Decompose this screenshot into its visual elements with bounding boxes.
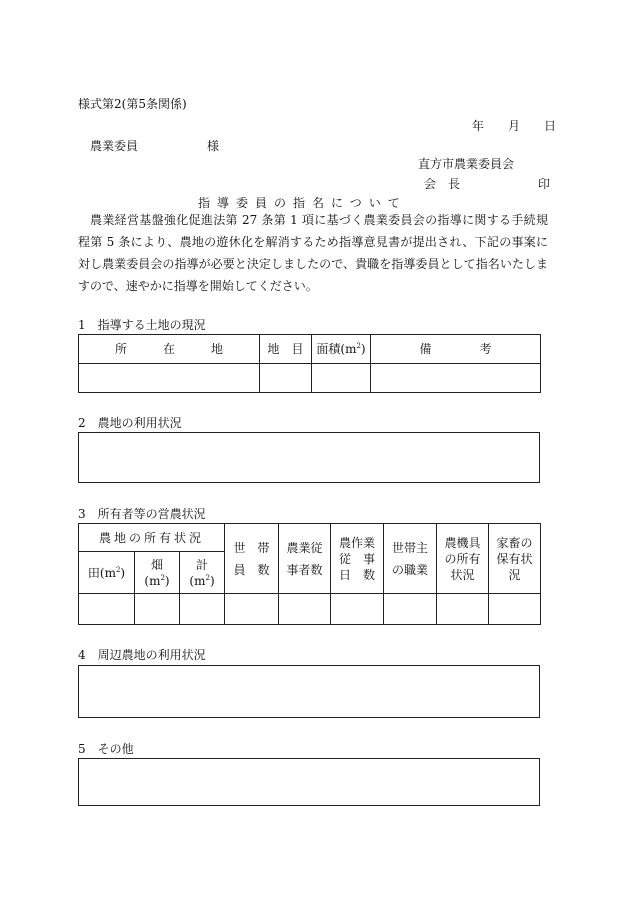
input-head-occupation[interactable] <box>384 594 437 625</box>
input-land-category[interactable] <box>260 364 312 393</box>
col-machinery: 農機具 の所有 状況 <box>437 524 489 594</box>
other-box[interactable] <box>78 758 540 806</box>
input-machinery[interactable] <box>437 594 489 625</box>
section5-heading: 5 その他 <box>78 742 134 756</box>
input-location[interactable] <box>79 364 260 393</box>
col-area: 面積$(m^2)$ <box>312 335 371 364</box>
document-title: 指導委員の指名について <box>198 196 407 210</box>
col-field: 畑 $(m^2)$ <box>135 552 180 594</box>
input-workdays[interactable] <box>331 594 384 625</box>
col-household: 世 帯 員 数 <box>225 524 279 594</box>
col-head-occupation: 世帯主 の職業 <box>384 524 437 594</box>
section1-heading: 1 指導する土地の現況 <box>78 318 206 332</box>
form-code: 様式第2(第5条関係) <box>78 97 187 111</box>
input-paddy[interactable] <box>79 594 135 625</box>
input-household[interactable] <box>225 594 279 625</box>
addressee-prefix: 農業委員 <box>90 139 139 153</box>
input-total[interactable] <box>180 594 225 625</box>
col-total: 計 $(m^2)$ <box>180 552 225 594</box>
issuer-title: 会 長 <box>424 177 461 191</box>
date-field[interactable]: 年 月 日 <box>472 119 557 133</box>
col-land-category: 地 目 <box>260 335 312 364</box>
input-field[interactable] <box>135 594 180 625</box>
col-workdays: 農作業 従 事 日 数 <box>331 524 384 594</box>
col-paddy: 田$(m^2)$ <box>79 552 135 594</box>
farming-status-table <box>78 523 541 625</box>
col-location: 所 在 地 <box>79 335 260 364</box>
col-livestock: 家畜の 保有状 況 <box>489 524 541 594</box>
input-farmers[interactable] <box>279 594 331 625</box>
issuer-org: 直方市農業委員会 <box>418 157 515 171</box>
col-farmers: 農業従 事者数 <box>279 524 331 594</box>
section3-heading: 3 所有者等の営農状況 <box>78 507 206 521</box>
section4-heading: 4 周辺農地の利用状況 <box>78 648 206 662</box>
farmland-usage-box[interactable] <box>78 432 540 483</box>
surrounding-usage-box[interactable] <box>78 665 540 718</box>
col-notes: 備 考 <box>371 335 541 364</box>
addressee-suffix: 様 <box>207 139 220 153</box>
input-livestock[interactable] <box>489 594 541 625</box>
section2-heading: 2 農地の利用状況 <box>78 416 182 430</box>
body-paragraph: 農業経営基盤強化促進法第 27 条第 1 項に基づく農業委員会の指導に関する手続規程第 5 条により、農地の遊休化を解消するため指導意見書が提出され、下記の事案に対し農業委員会の指導が必要と決定しましたので、貴職を指導委員として指名いたしますので、速やかに指導を開始してください。 <box>78 213 548 293</box>
issuer-seal: 印 <box>538 177 551 191</box>
col-ownership-group: 農地の所有状況 <box>79 524 225 552</box>
input-notes[interactable] <box>371 364 541 393</box>
land-status-table <box>78 334 541 393</box>
input-area[interactable] <box>312 364 371 393</box>
